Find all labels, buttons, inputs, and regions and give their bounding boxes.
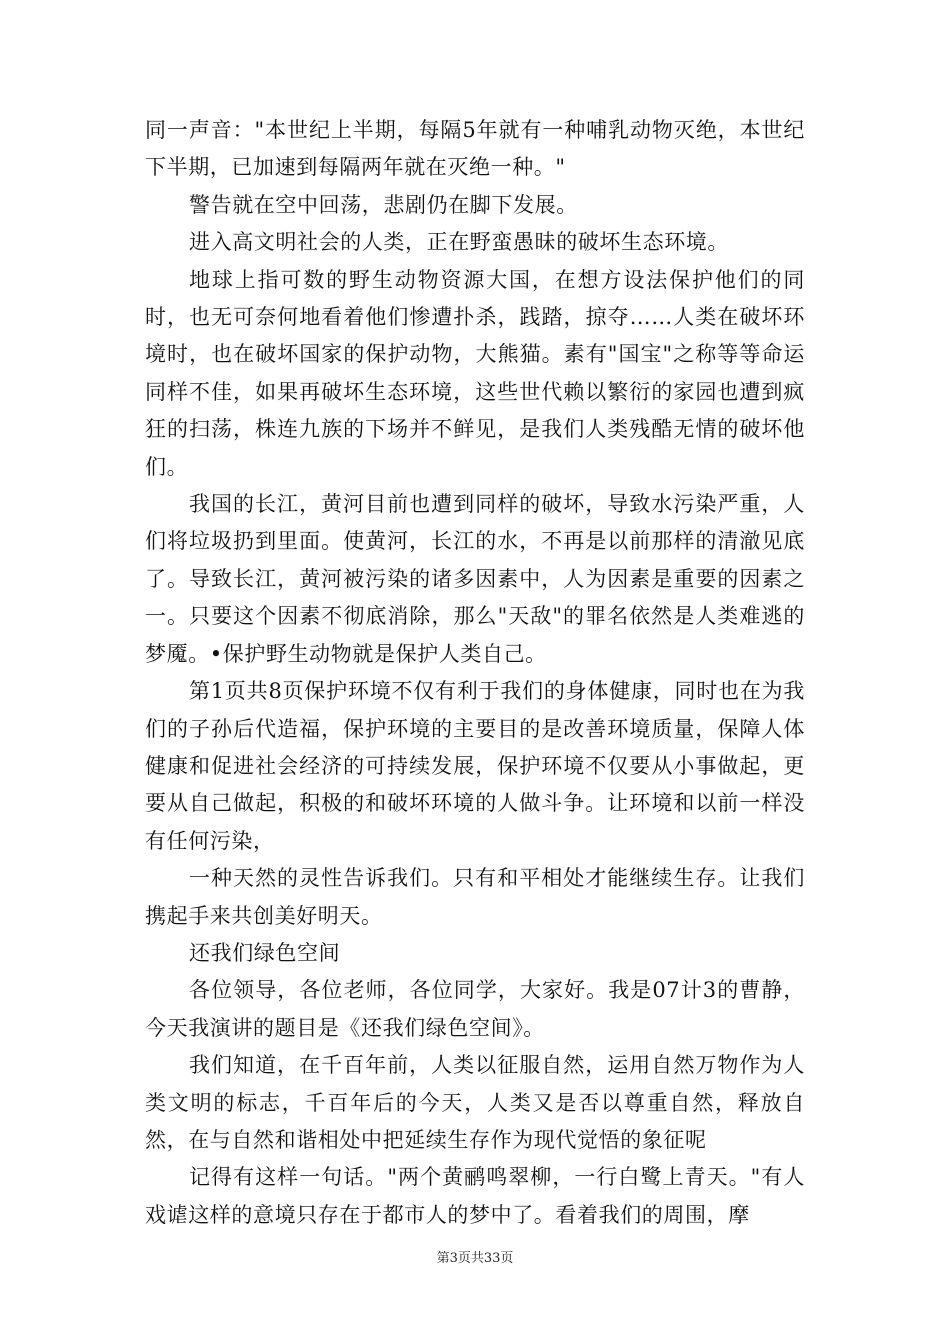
section-heading: 还我们绿色空间 [189,940,341,965]
paragraph-5: 我国的长江，黄河目前也遭到同样的破坏，导致水污染严重，人们将垃圾扔到里面。使黄河，长江的水，不再是以前那样的清澈见底了。导致长江，黄河被污染的诸多因素中，人为因素是重要的因素之一。只要这个因素不彻底消除，那么"天敌"的罪名依然是人类难逃的梦魇。•保护野生动物就是保护人类自己。 [145,492,805,666]
paragraph-3: 进入高文明社会的人类，正在野蛮愚昧的破坏生态环境。 [189,230,729,255]
document-body [145,112,805,1234]
paragraph-10: 我们知道，在千百年前，人类以征服自然，运用自然万物作为人类文明的标志，千百年后的今天，人类又是否以尊重自然，释放自然，在与自然和谐相处中把延续生存作为现代觉悟的象征呢 [145,1053,805,1152]
paragraph-1: 同一声音："本世纪上半期，每隔5年就有一种哺乳动物灭绝，本世纪下半期，已加速到每隔两年就在灭绝一种。" [145,118,805,180]
paragraph-4: 地球上指可数的野生动物资源大国，在想方设法保护他们的同时，也无可奈何地看着他们惨遭扑杀，践踏，掠夺……人类在破坏环境时，也在破坏国家的保护动物，大熊猫。素有"国宝"之称等等命运同样不佳，如果再破坏生态环境，这些世代赖以繁衍的家园也遭到疯狂的扫荡，株连九族的下场并不鲜见，是我们人类残酷无情的破坏他们。 [145,267,805,479]
paragraph-7: 一种天然的灵性告诉我们。只有和平相处才能继续生存。让我们携起手来共创美好明天。 [145,866,805,928]
paragraph-6: 第1页共8页保护环境不仅有利于我们的身体健康，同时也在为我们的子孙后代造福，保护环境的主要目的是改善环境质量，保障人体健康和促进社会经济的可持续发展，保护环境不仅要从小事做起，更要从自己做起，积极的和破坏环境的人做斗争。让环境和以前一样没有任何污染， [145,679,805,853]
page-footer: 第3页共33页 [436,1251,514,1266]
paragraph-9: 各位领导，各位老师，各位同学，大家好。我是07计3的曹静，今天我演讲的题目是《还我们绿色空间》。 [145,978,805,1040]
paragraph-11: 记得有这样一句话。"两个黄鹂鸣翠柳，一行白鹭上青天。"有人戏谑这样的意境只存在于都市人的梦中了。看着我们的周围，摩 [145,1165,805,1227]
paragraph-2: 警告就在空中回荡，悲剧仍在脚下发展。 [189,192,578,217]
